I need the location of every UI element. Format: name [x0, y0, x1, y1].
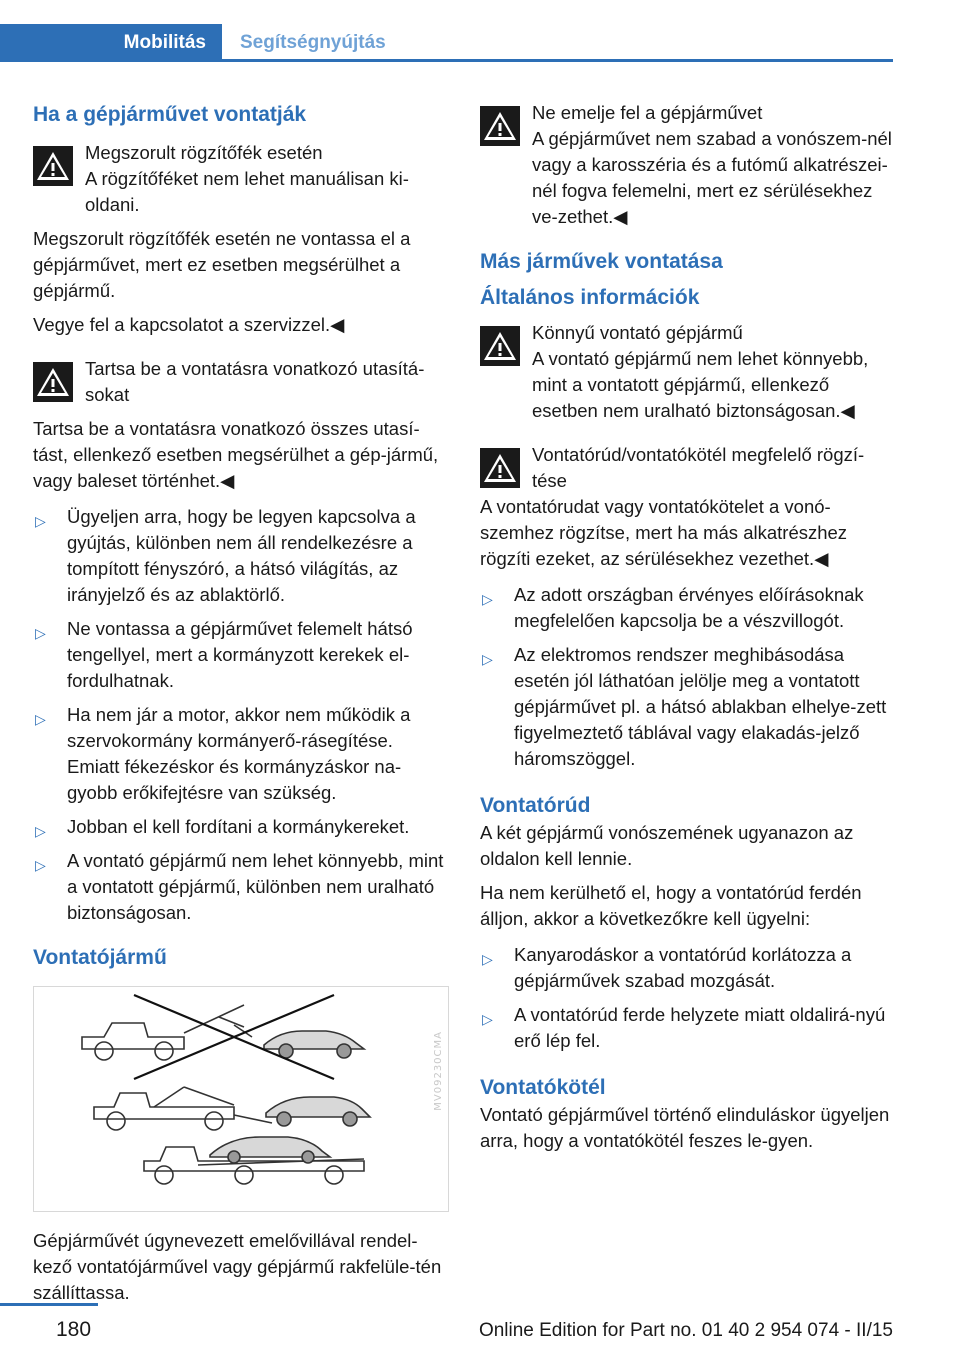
section-title-towed: Ha a gépjárművet vontatják: [33, 103, 307, 126]
paragraph: Vegye fel a kapcsolatot a szervizzel.◀: [33, 314, 345, 335]
hazard-list: [480, 582, 895, 772]
paragraph: Tartsa be a vontatásra vonatkozó összes utasí-tást, ellenkező esetben megsérülhet a gép-jármű, vagy baleset történhet.◀: [33, 418, 439, 491]
warning-text: A gépjárművet nem szabad a vonószem-nél vagy a karosszéria és a futómű alkatrészei-nél fogva felemelni, mert ez sérülésekhez ve-zethet.◀: [532, 128, 892, 227]
warning-text: A rögzítőféket nem lehet manuálisan ki-oldani.: [85, 168, 409, 215]
towing-methods-drawing: [34, 987, 448, 1211]
warning-triangle-icon: [480, 326, 520, 366]
warning-text: A vontatórudat vagy vontatókötelet a vonó-szemhez rögzítse, mert ha más alkatrészhez rögzíti ezeket, az sérülésekhez vezethet.◀: [480, 496, 848, 569]
triangle-bullet-icon: ▷: [482, 1011, 493, 1027]
header-rule: [0, 59, 893, 62]
section-heading-tow-rope: Vontatókötél: [480, 1076, 606, 1099]
warning-towing-instructions: [33, 356, 450, 408]
list-item: ▷ Ne vontassa a gépjárművet felemelt hátsó tengellyel, mert a kormányzott kerekek el-fordulhatnak.: [35, 618, 413, 691]
list-item: ▷ Ha nem jár a motor, akkor nem működik a szervokormány kormányerő-rásegítése. Emiatt fékezéskor és kormányzáskor na-gyobb erőkifejtésre van szükség.: [35, 704, 411, 803]
warning-heading: Ne emelje fel a gépjárművet: [532, 102, 763, 123]
triangle-bullet-icon: ▷: [35, 823, 46, 839]
warning-heading: Tartsa be a vontatásra vonatkozó utasítá-sokat: [85, 358, 425, 405]
paragraph: Megszorult rögzítőfék esetén ne vontassa el a gépjárművet, mert ez esetben megsérülhet a gépjármű.: [33, 228, 411, 301]
paragraph: A két gépjármű vonószemének ugyanazon az oldalon kell lennie.: [480, 822, 854, 869]
list-item: ▷ Jobban el kell fordítani a kormánykereket.: [33, 814, 450, 840]
paragraph: Vontató gépjárművel történő elinduláskor ügyeljen arra, hogy a vontatókötél feszes le-gyen.: [480, 1104, 890, 1151]
tab-segitsegnyujtas[interactable]: Segítségnyújtás: [240, 32, 386, 53]
tab-mobilitas[interactable]: Mobilitás: [0, 24, 222, 62]
triangle-bullet-icon: ▷: [35, 857, 46, 873]
warning-do-not-lift: [480, 100, 895, 230]
warning-triangle-icon: [33, 362, 73, 402]
footer-rule: [0, 1303, 98, 1306]
left-column: [33, 100, 450, 1314]
page-number: 180: [56, 1318, 92, 1341]
header-tabbar: [0, 24, 893, 62]
section-title-towing-others: Más járművek vontatása: [480, 250, 723, 273]
warning-triangle-icon: [480, 448, 520, 488]
warning-heading: Megszorult rögzítőfék esetén: [85, 142, 323, 163]
warning-heading: Könnyű vontató gépjármű: [532, 322, 743, 343]
triangle-bullet-icon: ▷: [35, 625, 46, 641]
warning-light-tow-vehicle: [480, 320, 895, 424]
list-item: ▷ Az elektromos rendszer meghibásodása esetén jól láthatóan jelölje meg a vontatott gépjárművet pl. a hátsó ablakban elhelye-zett figyelmeztető táblával vagy elakadás-jelző háromszöggel.: [482, 644, 887, 769]
tow-bar-list: [480, 942, 895, 1054]
section-heading-tow-bar: Vontatórúd: [480, 794, 591, 817]
triangle-bullet-icon: ▷: [482, 951, 493, 967]
section-heading-tow-vehicle: Vontatójármű: [33, 946, 167, 969]
tow-vehicle-illustration: [33, 986, 449, 1212]
list-item: ▷ A vontató gépjármű nem lehet könnyebb, mint a vontatott gépjármű, különben nem uralható biztonságosan.: [35, 850, 444, 923]
right-column: [480, 100, 895, 1162]
warning-triangle-icon: [33, 146, 73, 186]
subsection-general-info: Általános információk: [480, 286, 700, 309]
paragraph: Ha nem kerülhető el, hogy a vontatórúd ferdén álljon, akkor a következőkre kell ügyelni:: [480, 882, 862, 929]
warning-tow-bar-attachment: [480, 442, 895, 572]
warning-triangle-icon: [480, 106, 520, 146]
list-item: ▷ Az adott országban érvényes előírásoknak megfelelően kapcsolja be a vészvillogót.: [482, 584, 864, 631]
triangle-bullet-icon: ▷: [482, 651, 493, 667]
warning-text: A vontató gépjármű nem lehet könnyebb, mint a vontatott gépjármű, ellenkező esetben nem uralható biztonságosan.◀: [532, 348, 869, 421]
list-item: ▷ Ügyeljen arra, hogy be legyen kapcsolva a gyújtás, különben nem áll rendelkezésre a tompított fényszóró, a hátsó világítás, az irányjelző és az ablaktörlő.: [35, 506, 416, 605]
warning-heading: Vontatórúd/vontatókötél megfelelő rögzí-tése: [532, 444, 865, 491]
warning-parking-brake: [33, 140, 450, 218]
list-item: ▷ Kanyarodáskor a vontatórúd korlátozza a gépjárművek szabad mozgását.: [482, 944, 852, 991]
triangle-bullet-icon: ▷: [35, 711, 46, 727]
triangle-bullet-icon: ▷: [482, 591, 493, 607]
figure-caption: Gépjárművét úgynevezett emelővillával rendel-kező vontatójárművel vagy gépjármű rakfelüle-tén szállíttassa.: [33, 1230, 442, 1303]
towing-tips-list: [33, 504, 450, 926]
triangle-bullet-icon: ▷: [35, 513, 46, 529]
list-item: ▷ A vontatórúd ferde helyzete miatt oldalirá-nyú erő lép fel.: [482, 1004, 886, 1051]
edition-line: Online Edition for Part no. 01 40 2 954 074 - II/15: [478, 1320, 893, 1341]
figure-code: MV09230CMA: [433, 1031, 444, 1111]
